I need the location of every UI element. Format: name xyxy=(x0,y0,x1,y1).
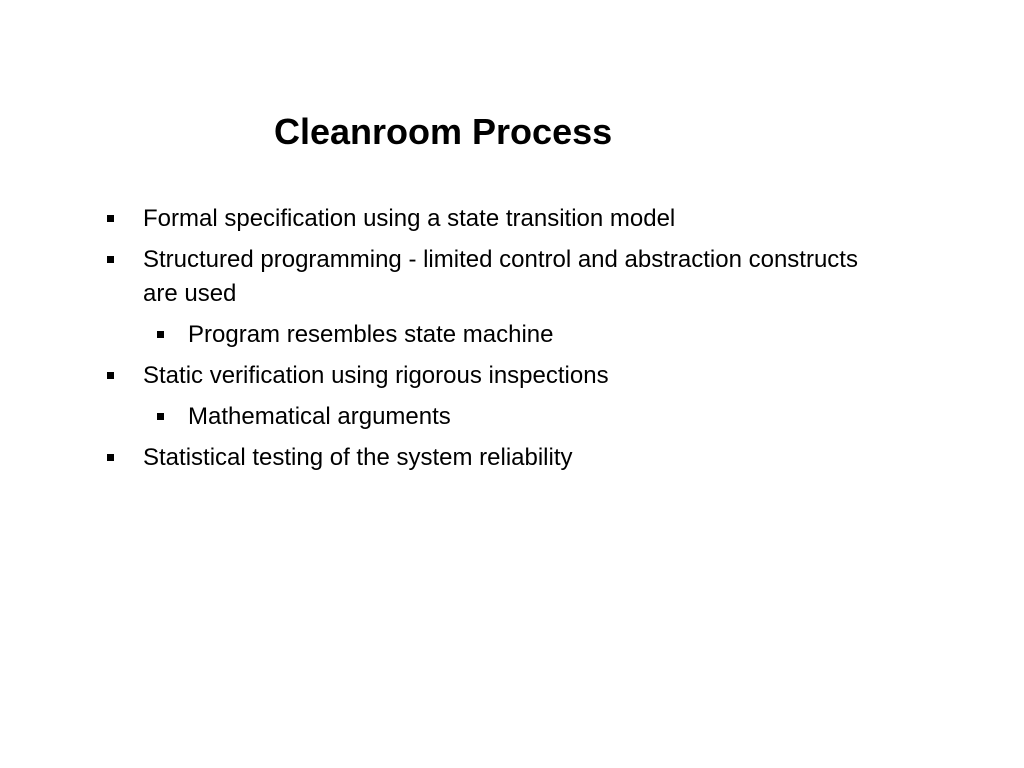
square-bullet-icon xyxy=(107,372,114,379)
sub-bullet-item xyxy=(188,318,888,352)
square-bullet-icon xyxy=(157,413,164,420)
bullet-text: Statistical testing of the system reliability xyxy=(143,444,573,471)
sub-bullet-text: Mathematical arguments xyxy=(188,403,451,430)
square-bullet-icon xyxy=(157,331,164,338)
bullet-text: Static verification using rigorous inspections xyxy=(143,362,609,389)
bullet-item xyxy=(143,243,883,311)
slide-title: Cleanroom Process xyxy=(274,111,613,152)
square-bullet-icon xyxy=(107,454,114,461)
sub-bullet-text: Program resembles state machine xyxy=(188,321,554,348)
bullet-text: Structured programming - limited control and abstraction constructs are used xyxy=(143,246,858,307)
bullet-item xyxy=(143,359,883,393)
square-bullet-icon xyxy=(107,215,114,222)
sub-bullet-item xyxy=(188,400,888,434)
square-bullet-icon xyxy=(107,256,114,263)
bullet-item xyxy=(143,441,883,475)
bullet-item xyxy=(143,202,883,236)
bullet-text: Formal specification using a state transition model xyxy=(143,205,676,232)
